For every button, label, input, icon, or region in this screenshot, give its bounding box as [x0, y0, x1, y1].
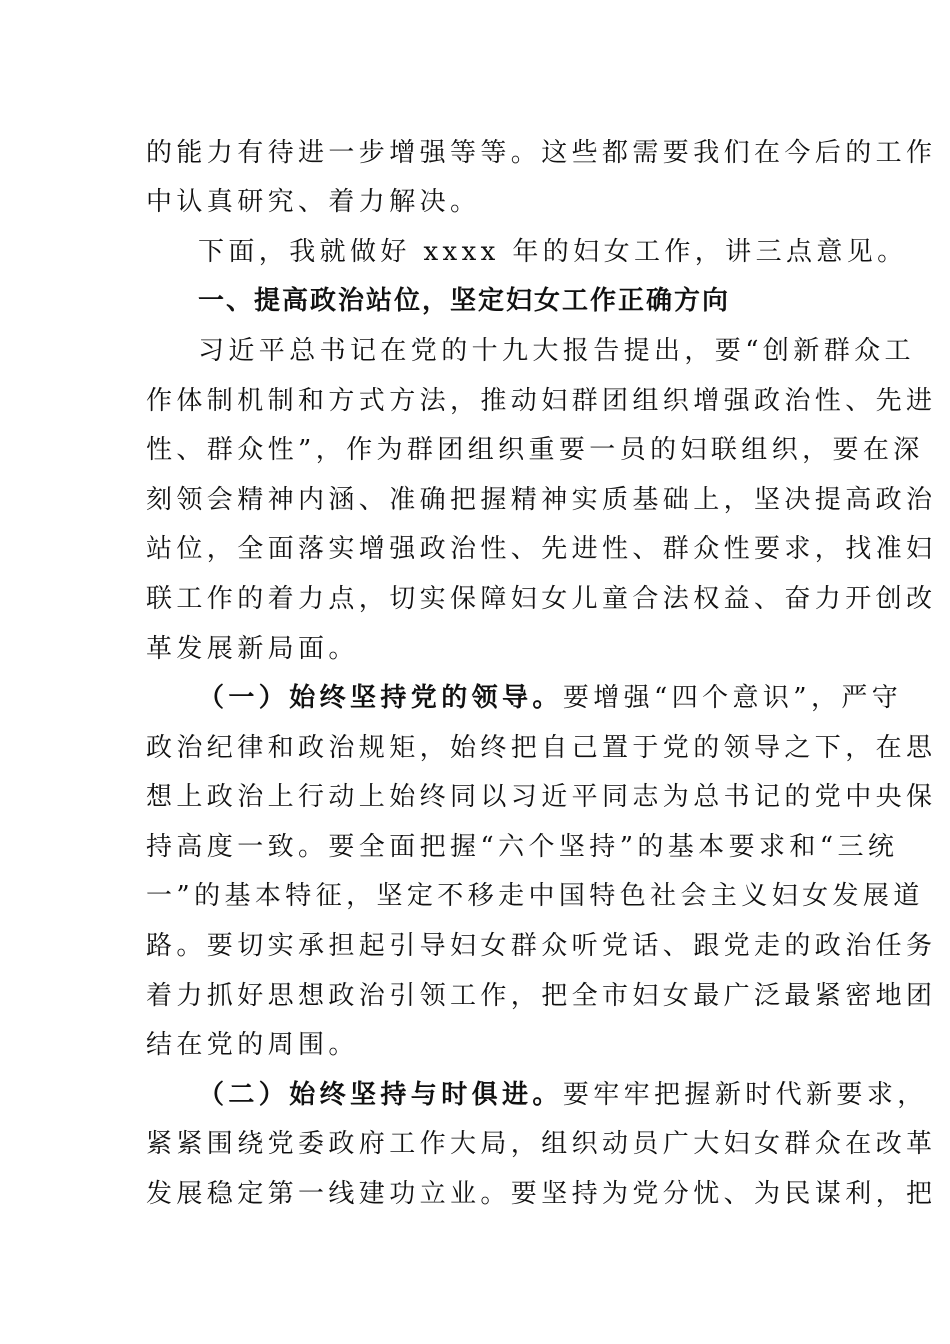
- text-line: 习近平总书记在党的十九大报告提出，要“创新群众工: [198, 336, 915, 366]
- text-line: 作体制机制和方式方法，推动妇群团组织增强政治性、先进: [146, 386, 937, 416]
- subsection-text: 要增强“四个意识”，严守: [562, 683, 903, 713]
- text-line: 性、群众性”，作为群团组织重要一员的妇联组织，要在深: [146, 435, 924, 465]
- text-line: 紧紧围绕党委政府工作大局，组织动员广大妇女群众在改革: [146, 1129, 937, 1159]
- subsection-lead: （二）始终坚持与时俱进。: [198, 1080, 563, 1110]
- text-line: 下面，我就做好 xxxx 年的妇女工作，讲三点意见。: [198, 237, 908, 267]
- text-line: 想上政治上行动上始终同以习近平同志为总书记的党中央保: [146, 782, 937, 812]
- text-line: 革发展新局面。: [146, 634, 359, 664]
- subsection-text: 要牢牢把握新时代新要求，: [562, 1080, 928, 1110]
- text-line: 刻领会精神内涵、准确把握精神实质基础上，坚决提高政治: [146, 485, 937, 515]
- text-line: 持高度一致。要全面把握“六个坚持”的基本要求和“三统: [146, 832, 899, 862]
- text-line: 政治纪律和政治规矩，始终把自己置于党的领导之下，在思: [146, 733, 937, 763]
- text-line: 一”的基本特征，坚定不移走中国特色社会主义妇女发展道: [146, 881, 924, 911]
- text-line: 着力抓好思想政治引领工作，把全市妇女最广泛最紧密地团: [146, 981, 937, 1011]
- subsection-lead: （一）始终坚持党的领导。: [198, 683, 563, 713]
- text-line: 联工作的着力点，切实保障妇女儿童合法权益、奋力开创改: [146, 584, 937, 614]
- subsection-line: [198, 683, 902, 713]
- text-line: 站位，全面落实增强政治性、先进性、群众性要求，找准妇: [146, 534, 937, 564]
- text-line: 发展稳定第一线建功立业。要坚持为党分忧、为民谋利，把: [146, 1179, 937, 1209]
- text-line: 结在党的周围。: [146, 1030, 359, 1060]
- text-line: 中认真研究、着力解决。: [146, 187, 481, 217]
- subsection-line: [198, 1080, 928, 1110]
- text-line: 路。要切实承担起引导妇女群众听党话、跟党走的政治任务: [146, 931, 937, 961]
- section-heading: 一、提高政治站位，坚定妇女工作正确方向: [198, 286, 731, 316]
- text-line: 的能力有待进一步增强等等。这些都需要我们在今后的工作: [146, 138, 937, 168]
